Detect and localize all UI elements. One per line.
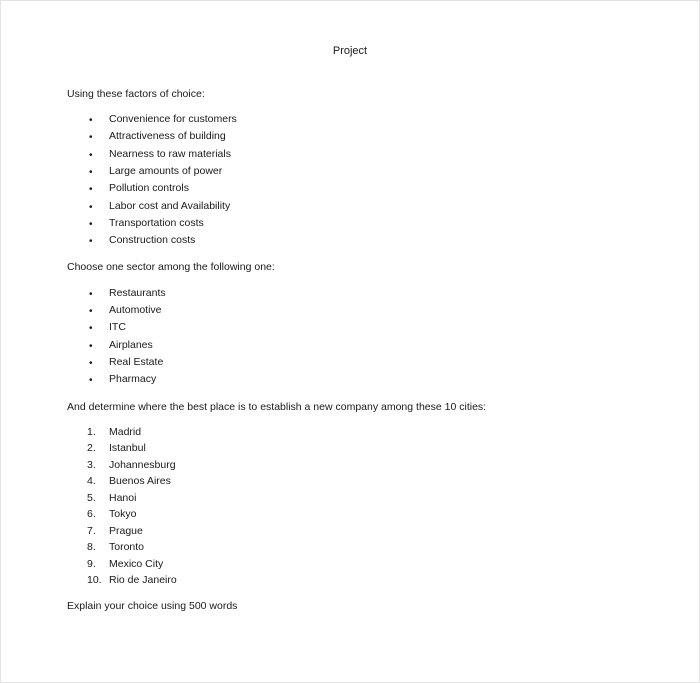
bullet-icon: • (89, 323, 93, 334)
list-number: 5. (87, 492, 96, 504)
city-name: Buenos Aires (109, 475, 171, 487)
list-number: 10. (87, 574, 102, 586)
list-item (1, 356, 601, 372)
list-item (1, 541, 601, 557)
list-item (1, 475, 601, 491)
city-name: Rio de Janeiro (109, 574, 177, 586)
factor-text: Pollution controls (109, 182, 189, 194)
bullet-icon: • (89, 184, 93, 195)
bullet-icon: • (89, 306, 93, 317)
bullet-icon: • (89, 115, 93, 126)
sector-text: Pharmacy (109, 373, 157, 385)
list-item (1, 148, 601, 164)
factor-text: Labor cost and Availability (109, 200, 231, 212)
factors-intro: Using these factors of choice: (67, 88, 205, 100)
list-item (1, 373, 601, 389)
list-number: 7. (87, 525, 96, 537)
list-item (1, 426, 601, 442)
list-number: 8. (87, 541, 96, 553)
list-item (1, 234, 601, 250)
list-item (1, 339, 601, 355)
sector-text: Automotive (109, 304, 162, 316)
bullet-icon: • (89, 236, 93, 247)
factor-text: Construction costs (109, 234, 196, 246)
list-number: 9. (87, 558, 96, 570)
bullet-icon: • (89, 289, 93, 300)
sector-text: Real Estate (109, 356, 164, 368)
list-item (1, 304, 601, 320)
list-number: 2. (87, 442, 96, 454)
list-number: 6. (87, 508, 96, 520)
list-number: 4. (87, 475, 96, 487)
list-item (1, 217, 601, 233)
city-name: Johannesburg (109, 459, 176, 471)
list-number: 3. (87, 459, 96, 471)
list-item (1, 287, 601, 303)
list-item (1, 442, 601, 458)
bullet-icon: • (89, 375, 93, 386)
city-name: Madrid (109, 426, 142, 438)
sector-text: Restaurants (109, 287, 166, 299)
factor-text: Nearness to raw materials (109, 148, 231, 160)
city-name: Mexico City (109, 558, 164, 570)
list-item (1, 182, 601, 198)
bullet-icon: • (89, 167, 93, 178)
list-item (1, 165, 601, 181)
list-item (1, 558, 601, 574)
city-name: Prague (109, 525, 143, 537)
cities-intro: And determine where the best place is to establish a new company among these 10 cities: (67, 401, 487, 413)
bullet-icon: • (89, 132, 93, 143)
city-name: Hanoi (109, 492, 137, 504)
closing-instruction: Explain your choice using 500 words (67, 600, 238, 612)
bullet-icon: • (89, 150, 93, 161)
bullet-icon: • (89, 358, 93, 369)
bullet-icon: • (89, 219, 93, 230)
city-name: Istanbul (109, 442, 146, 454)
bullet-icon: • (89, 341, 93, 352)
list-item (1, 113, 601, 129)
list-item (1, 574, 601, 590)
factor-text: Convenience for customers (109, 113, 237, 125)
city-name: Toronto (109, 541, 145, 553)
list-item (1, 200, 601, 216)
sector-text: Airplanes (109, 339, 153, 351)
list-item (1, 525, 601, 541)
page-title: Project (332, 45, 368, 57)
factor-text: Transportation costs (109, 217, 204, 229)
list-item (1, 459, 601, 475)
list-item (1, 130, 601, 146)
list-number: 1. (87, 426, 96, 438)
city-name: Tokyo (109, 508, 137, 520)
list-item (1, 321, 601, 337)
sector-intro: Choose one sector among the following one: (67, 261, 275, 273)
factor-text: Large amounts of power (109, 165, 223, 177)
sector-text: ITC (109, 321, 126, 333)
factor-text: Attractiveness of building (109, 130, 226, 142)
list-item (1, 508, 601, 524)
list-item (1, 492, 601, 508)
bullet-icon: • (89, 202, 93, 213)
